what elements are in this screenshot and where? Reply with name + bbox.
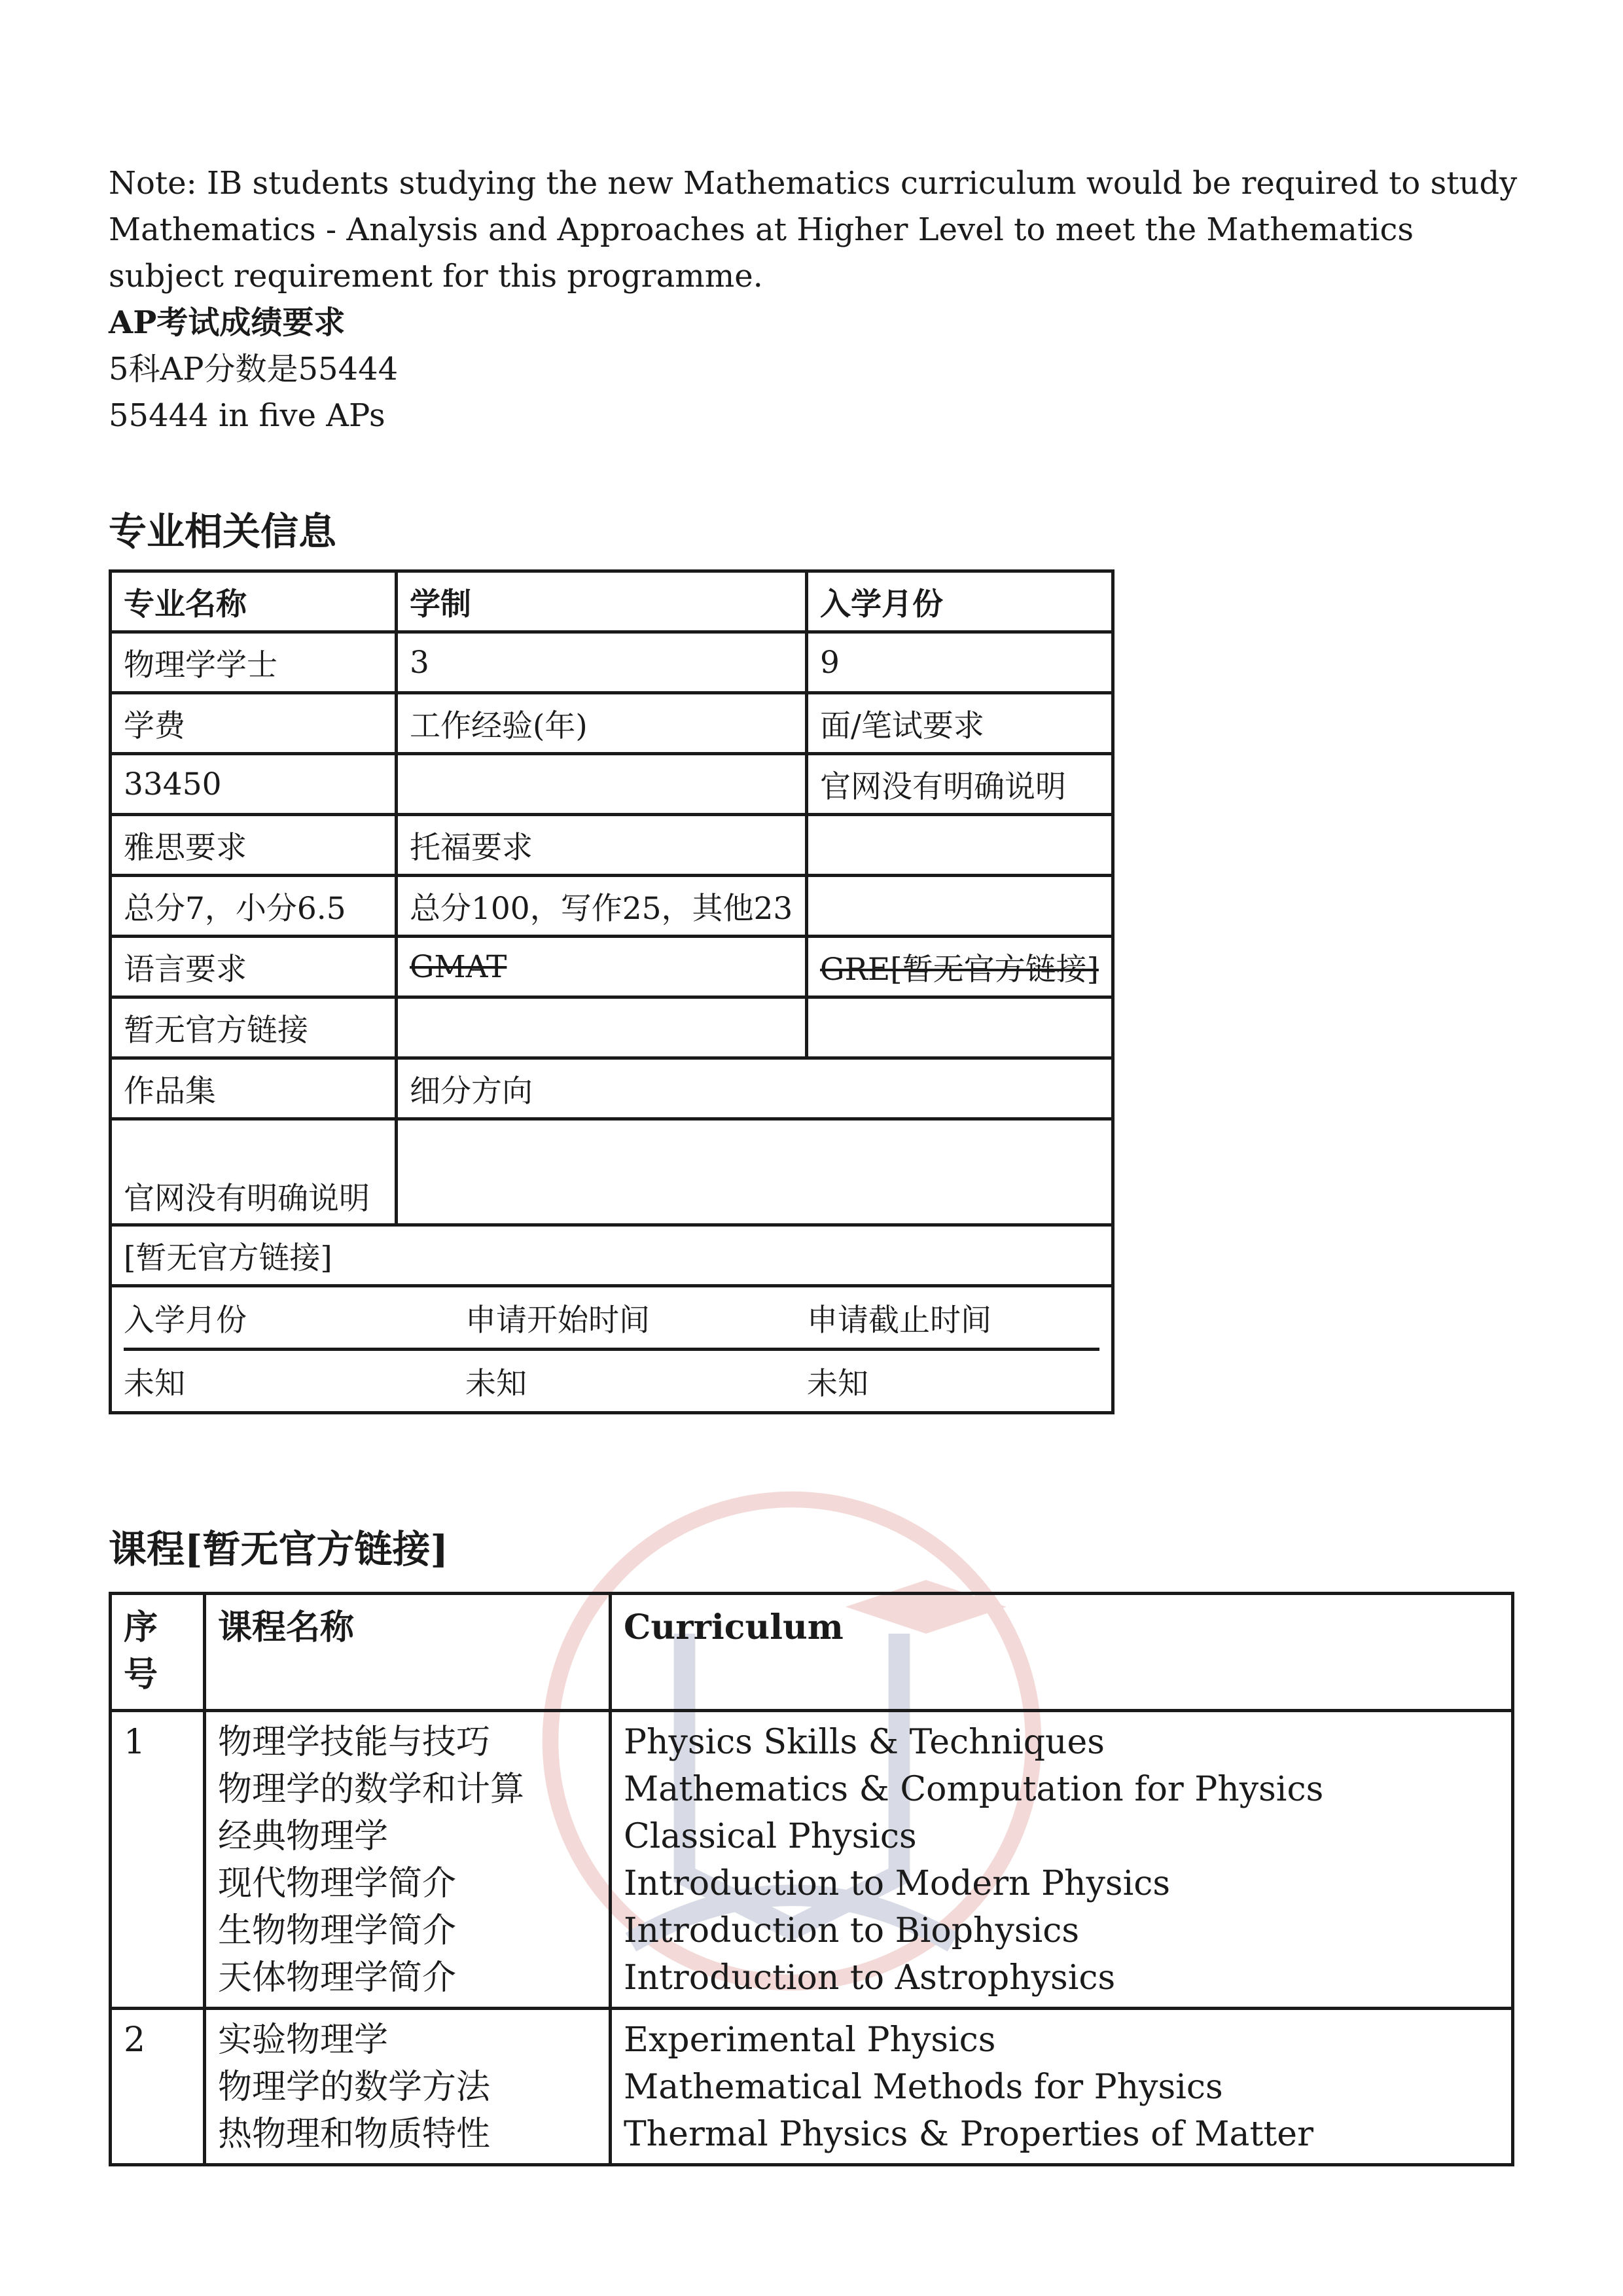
course-name-line: 生物物理学简介: [218, 1911, 457, 1950]
program-info-heading: 专业相关信息: [109, 509, 337, 554]
course-name-line: Introduction to Modern Physics: [624, 1864, 1171, 1903]
program-name: 物理学学士: [111, 632, 397, 693]
label-portfolio: 作品集: [111, 1058, 397, 1119]
course-name-line: 物理学技能与技巧: [218, 1723, 491, 1762]
ib-note: Note: IB students studying the new Mathematics curriculum would be required to study Mathematics - Analysis and Approaches at Higher Level to meet the Mathematics subject requirement for this programme.: [109, 165, 1518, 295]
course-name-line: Mathematical Methods for Physics: [624, 2068, 1223, 2107]
col-header-program-name: 专业名称: [111, 571, 397, 632]
label-direction: 细分方向: [397, 1058, 1113, 1119]
dates-month-value: 未知: [124, 1365, 185, 1402]
course-name-line: 经典物理学: [218, 1817, 389, 1856]
courses-heading: 课程[暂无官方链接]: [109, 1527, 448, 1571]
application-dates: [124, 1287, 1099, 1411]
col-header-course-name: 课程名称: [205, 1594, 611, 1711]
label-tuition: 学费: [111, 693, 397, 754]
ap-requirement-en: 55444 in five APs: [109, 397, 385, 434]
course-names-en: [611, 1711, 1513, 2009]
toefl-value: 总分100，写作25，其他23: [397, 876, 807, 937]
tuition-value: 33450: [111, 754, 397, 815]
portfolio-link: [暂无官方链接]: [111, 1225, 1113, 1286]
dates-header-start: 申请开始时间: [465, 1287, 807, 1350]
interview-value: 官网没有明确说明: [807, 754, 1113, 815]
intro-text: [109, 160, 1529, 439]
course-name-line: 现代物理学简介: [218, 1864, 457, 1903]
program-intake-month: 9: [807, 632, 1113, 693]
table-row: [111, 693, 1113, 754]
table-row: [111, 571, 1113, 632]
course-name-line: Introduction to Astrophysics: [624, 1958, 1116, 1998]
table-row: [111, 937, 1113, 997]
dates-header-deadline: 申请截止时间: [807, 1287, 1099, 1350]
course-name-line: Introduction to Biophysics: [624, 1911, 1080, 1950]
course-names-cn: [205, 1711, 611, 2009]
label-ielts: 雅思要求: [111, 815, 397, 876]
course-names-cn: [205, 2009, 611, 2165]
table-row: [111, 1594, 1513, 1711]
table-row: [111, 632, 1113, 693]
table-row: [111, 1119, 1113, 1225]
col-header-curriculum: Curriculum: [611, 1594, 1513, 1711]
dates-deadline-value: 未知: [807, 1365, 868, 1402]
table-row: [111, 1711, 1513, 2009]
portfolio-value: 官网没有明确说明: [111, 1119, 397, 1225]
table-row: [111, 1286, 1113, 1413]
course-name-line: 实验物理学: [218, 2020, 389, 2060]
course-name-line: 热物理和物质特性: [218, 2115, 491, 2154]
dates-header-month: 入学月份: [124, 1287, 465, 1350]
col-header-seq: 序号: [111, 1594, 205, 1711]
course-name-line: Physics Skills & Techniques: [624, 1723, 1105, 1762]
label-gmat: GMAT: [397, 937, 807, 997]
course-name-line: Thermal Physics & Properties of Matter: [624, 2115, 1313, 2154]
course-name-line: 物理学的数学和计算: [218, 1770, 525, 1809]
label-language: 语言要求: [111, 937, 397, 997]
table-row: [124, 1287, 1099, 1350]
ap-heading: AP考试成绩要求: [109, 304, 346, 341]
course-name-line: Classical Physics: [624, 1817, 917, 1856]
work-experience-value: [397, 754, 807, 815]
language-value: 暂无官方链接: [111, 997, 397, 1058]
table-row: [111, 1058, 1113, 1119]
dates-start-value: 未知: [465, 1365, 527, 1402]
course-name-line: Mathematics & Computation for Physics: [624, 1770, 1324, 1809]
label-gre: GRE[暂无官方链接]: [807, 937, 1113, 997]
course-name-line: Experimental Physics: [624, 2020, 996, 2060]
table-row: [111, 815, 1113, 876]
col-header-intake-month: 入学月份: [807, 571, 1113, 632]
course-name-line: 物理学的数学方法: [218, 2068, 491, 2107]
table-row: [124, 1350, 1099, 1412]
course-seq: 1: [111, 1711, 205, 2009]
table-row: [111, 997, 1113, 1058]
ielts-value: 总分7，小分6.5: [111, 876, 397, 937]
courses-table: [109, 1592, 1514, 2166]
table-row: [111, 2009, 1513, 2165]
courses-body: [111, 1711, 1513, 2165]
label-interview: 面/笔试要求: [807, 693, 1113, 754]
course-seq: 2: [111, 2009, 205, 2165]
table-row: [111, 1225, 1113, 1286]
col-header-duration: 学制: [397, 571, 807, 632]
program-info-table: [109, 569, 1115, 1414]
label-toefl: 托福要求: [397, 815, 807, 876]
course-name-line: 天体物理学简介: [218, 1958, 457, 1998]
ap-requirement-cn: 5科AP分数是55444: [109, 351, 399, 387]
course-names-en: [611, 2009, 1513, 2165]
program-duration: 3: [397, 632, 807, 693]
table-row: [111, 876, 1113, 937]
table-row: [111, 754, 1113, 815]
label-work-experience: 工作经验(年): [397, 693, 807, 754]
